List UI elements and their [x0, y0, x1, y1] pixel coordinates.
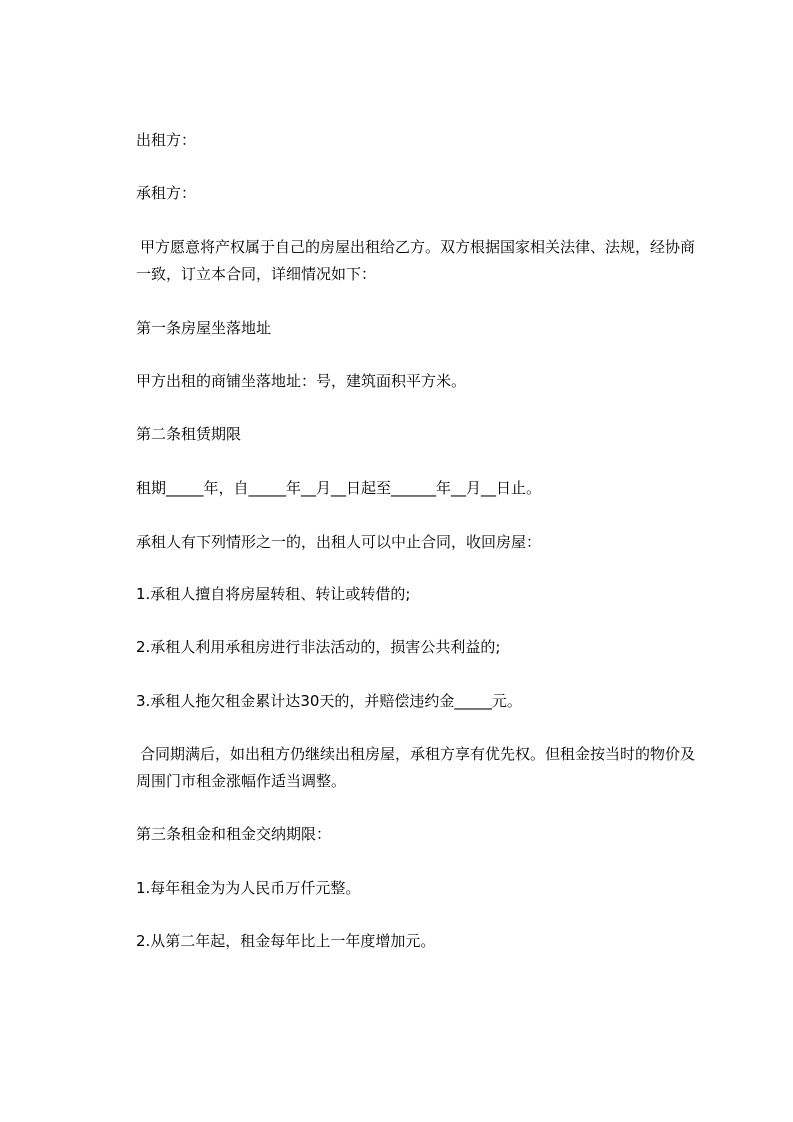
lessee-line: 承租方：	[136, 184, 197, 202]
address-line: 甲方出租的商铺坐落地址：号，建筑面积平方米。	[136, 372, 467, 390]
condition-item-3: 3.承租人拖欠租金累计达30天的，并赔偿违约金_____元。	[136, 692, 522, 710]
rent-item-2: 2.从第二年起，租金每年比上一年度增加元。	[136, 932, 436, 950]
condition-item-2: 2.承租人利用承租房进行非法活动的，损害公共利益的;	[136, 638, 501, 656]
article-2-heading: 第二条租赁期限	[136, 425, 242, 443]
renewal-paragraph: 合同期满后，如出租方仍继续出租房屋，承租方享有优先权。但租金按当时的物价及周围门市租金涨幅作适当调整。	[136, 745, 696, 790]
article-1-heading: 第一条房屋坐落地址	[136, 319, 272, 337]
lessor-line: 出租方：	[136, 131, 197, 149]
termination-conditions-line: 承租人有下列情形之一的，出租人可以中止合同，收回房屋：	[136, 533, 542, 551]
lease-term-line: 租期_____年，自_____年__月__日起至______年__月__日止。	[136, 479, 542, 497]
condition-item-1: 1.承租人擅自将房屋转租、转让或转借的;	[136, 585, 411, 603]
preamble-paragraph: 甲方愿意将产权属于自己的房屋出租给乙方。双方根据国家相关法律、法规，经协商一致，订立本合同，详细情况如下：	[136, 238, 696, 283]
rent-item-1: 1.每年租金为为人民币万仟元整。	[136, 879, 361, 897]
article-3-heading: 第三条租金和租金交纳期限：	[136, 825, 332, 843]
